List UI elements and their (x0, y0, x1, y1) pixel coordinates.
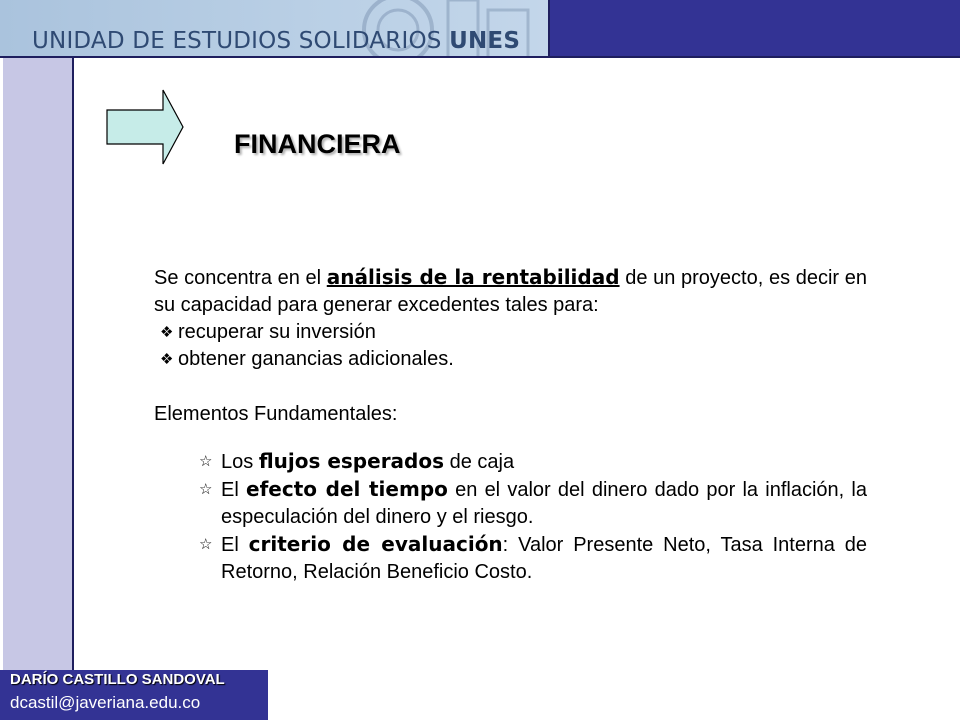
slide-body (154, 264, 867, 586)
elements-heading: Elementos Fundamentales: (154, 403, 398, 425)
element-bold: efecto del tiempo (246, 477, 448, 501)
list-item (160, 346, 867, 373)
intro-text-c: de un proyecto, es decir en su capacidad para generar excedentes tales para: (154, 267, 867, 316)
left-decorative-stripe (0, 58, 74, 670)
header-title-acronym: UNES (449, 28, 521, 54)
header-band (0, 0, 548, 58)
list-item (199, 476, 867, 531)
element-bold: flujos esperados (258, 449, 445, 473)
star-bullet-icon: ☆ (199, 536, 213, 553)
intro-emphasis: análisis de la rentabilidad (326, 265, 620, 289)
intro-text-a: Se concentra en el (154, 267, 327, 289)
author-email: dcastil@javeriana.edu.co (10, 693, 201, 712)
list-item (160, 319, 867, 346)
intro-paragraph (154, 264, 867, 319)
element-pre: Los (221, 451, 259, 473)
right-block-arrow-icon (105, 88, 185, 166)
diamond-bullet-icon: ❖ (160, 324, 174, 341)
element-post: : Valor Presente Neto, Tasa Interna de Retorno, Relación Beneficio Costo. (221, 534, 867, 583)
element-bold: criterio de evaluación (248, 532, 503, 556)
bullet-text: obtener ganancias adicionales. (178, 348, 454, 370)
diamond-bullet-icon: ❖ (160, 351, 174, 368)
element-post: de caja (444, 451, 515, 473)
star-bullet-icon: ☆ (199, 481, 213, 498)
element-post: en el valor del dinero dado por la inflación, la especulación del dinero y el riesgo. (221, 479, 868, 528)
elements-list (199, 448, 867, 586)
header-title (32, 28, 520, 54)
element-text (221, 476, 867, 531)
author-name: DARÍO CASTILLO SANDOVAL (10, 671, 225, 688)
star-bullet-icon: ☆ (199, 453, 213, 470)
header-dark-block (548, 0, 960, 58)
list-item (199, 448, 867, 476)
bullet-text: recuperar su inversión (178, 321, 376, 343)
list-item (199, 531, 867, 586)
slide-title: FINANCIERA (234, 129, 401, 159)
element-pre: El (221, 479, 247, 501)
element-text (221, 448, 867, 476)
element-pre: El (221, 534, 249, 556)
element-text (221, 531, 867, 586)
header-title-text: UNIDAD DE ESTUDIOS SOLIDARIOS (32, 28, 450, 54)
